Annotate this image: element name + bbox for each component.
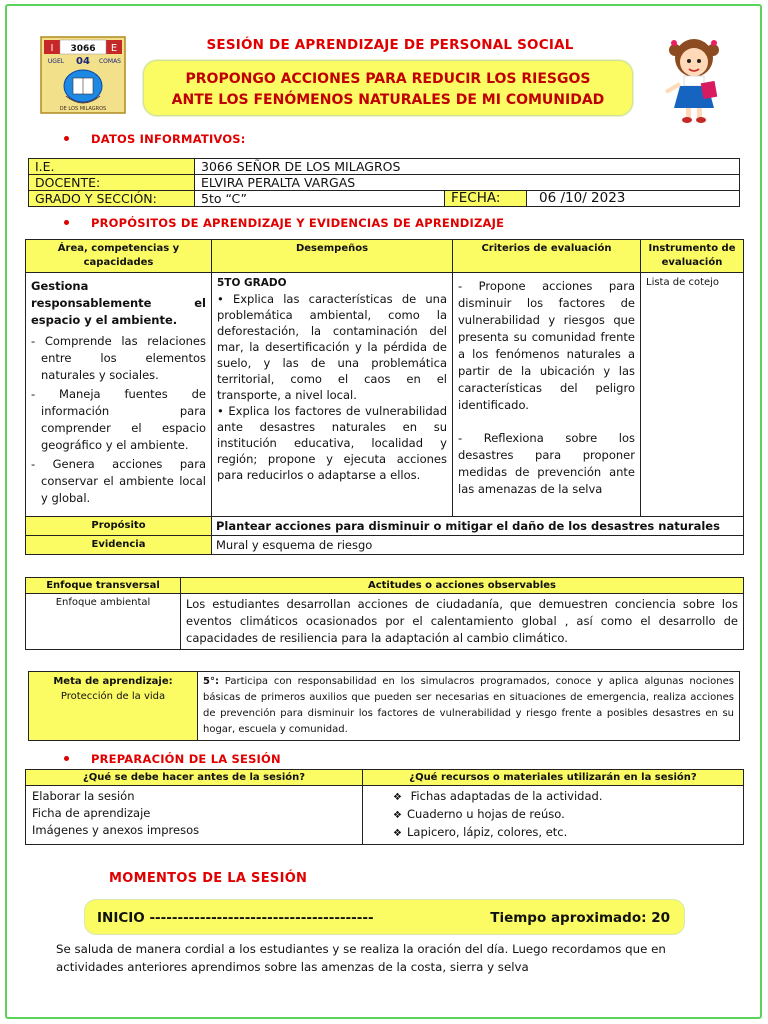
competencia-title: Gestiona responsablemente el espacio y el ambiente. [31,279,206,327]
bullet-icon [64,220,69,225]
meta-table [28,671,740,741]
subtitle-line-2: ANTE LOS FENÓMENOS NATURALES DE MI COMUNIDAD [171,92,605,108]
competencias-cell [26,273,212,517]
diamond-bullet-icon: ❖ [393,828,402,839]
evidencia-value: Mural y esquema de riesgo [212,536,744,555]
criterios-cell [453,273,641,517]
school-logo [40,36,126,114]
antes-item: Ficha de aprendizaje [32,806,151,820]
logo-letter-i: I [50,43,54,54]
instrumento-cell: Lista de cotejo [641,273,744,517]
proposito-label: Propósito [26,517,212,536]
girl-illustration [656,32,738,126]
inicio-banner [84,899,685,935]
section-preparacion-heading: PREPARACIÓN DE LA SESIÓN [64,752,281,766]
bullet-icon [64,136,69,141]
evidencia-label: Evidencia [26,536,212,555]
actitudes-value: Los estudiantes desarrollan acciones de ciudadanía, que demuestren conciencia sobre los eventos climáticos ocasionados por el calentamiento global , así como el desarrollo de capacidades de resiliencia para la adaptación al cambio climático. [181,594,744,650]
capacidad-item: - Comprende las relaciones entre los elementos naturales y sociales. [31,334,206,382]
propositos-table [25,239,744,555]
enfoque-table [25,577,744,650]
header-antes: ¿Qué se debe hacer antes de la sesión? [26,770,363,786]
criterio-item: - Propone acciones para disminuir los factores de vulnerabilidad y riesgos que presenta su comunidad frente a los fenómenos naturales a partir de la ubicación y las características del peligro identificado. [458,279,635,412]
header-criterios: Criterios de evaluación [453,240,641,273]
proposito-value: Plantear acciones para disminuir o mitigar el daño de los desastres naturales [212,517,744,536]
desempeno-item: • Explica las características de una problemática ambiental, como la deforestación, la contaminación del mar, la desertificación y la pérdida de suelo, y las de una problemática territorial, como el caos en el transporte, a nivel local. [217,292,447,402]
diamond-bullet-icon: ❖ [393,792,402,803]
page-title: SESIÓN DE APRENDIZAJE DE PERSONAL SOCIAL [206,37,574,53]
section-datos-heading: DATOS INFORMATIVOS: [64,132,246,146]
meta-label-cell [29,672,198,741]
ie-label: I.E. [29,159,195,175]
antes-item: Imágenes y anexos impresos [32,823,200,837]
diamond-bullet-icon: ❖ [393,810,402,821]
logo-arc-text: DE LOS MILAGROS [59,106,107,112]
header-enfoque: Enfoque transversal [26,578,181,594]
capacidad-item: - Genera acciones para conservar el ambiente local y global. [31,457,206,505]
logo-ugel: UGEL [47,58,65,65]
logo-district: COMAS [98,58,122,65]
logo-ugel-num: 04 [76,56,90,67]
desempenos-cell [212,273,453,517]
meta-label: Meta de aprendizaje: [53,676,173,687]
antes-cell [26,786,363,845]
grado-value: 5to “C” [195,191,445,207]
subtitle-line-1: PROPONGO ACCIONES PARA REDUCIR LOS RIESGOS [185,71,591,87]
header-desempenos: Desempeños [212,240,453,273]
recurso-item: ❖ Cuaderno u hojas de reúso. [393,806,737,824]
inicio-tiempo: Tiempo aproximado: 20 [490,910,670,926]
section-propositos-heading: PROPÓSITOS DE APRENDIZAJE Y EVIDENCIAS DE APRENDIZAJE [64,216,504,230]
meta-sublabel: Protección de la vida [60,691,166,702]
meta-text-cell [198,672,740,741]
session-subtitle [143,60,633,116]
header-instrumento: Instrumento de evaluación [641,240,744,273]
recurso-item: ❖ Fichas adaptadas de la actividad. [393,788,737,806]
recursos-cell [363,786,744,845]
fecha-value: 06 /10/ 2023 [527,191,740,207]
recurso-item: ❖ Lapicero, lápiz, colores, etc. [393,824,737,842]
docente-label: DOCENTE: [29,175,195,191]
antes-item: Elaborar la sesión [32,789,135,803]
preparacion-table [25,769,744,845]
docente-value: ELVIRA PERALTA VARGAS [195,175,740,191]
inicio-label: INICIO ---------------------------------------- [97,910,374,926]
criterio-item: - Reflexiona sobre los desastres para proponer medidas de prevención ante las amenazas de la selva [458,431,635,496]
fecha-label: FECHA: [445,191,527,207]
capacidad-item: - Maneja fuentes de información para comprender el espacio geográfico y el ambiente. [31,387,206,452]
header-recursos: ¿Qué recursos o materiales utilizarán en la sesión? [363,770,744,786]
logo-letter-e: E [110,43,118,54]
desempeno-item: • Explica los factores de vulnerabilidad ante desastres naturales en su institución educativa, localidad y región; propone y ejecuta acciones para reducirlos o adaptarse a ellos. [217,404,447,482]
ie-value: 3066 SEÑOR DE LOS MILAGROS [195,159,740,175]
header-actitudes: Actitudes o acciones observables [181,578,744,594]
meta-text: Participa con responsabilidad en los simulacros programados, conoce y aplica algunas nociones básicas de primeros auxilios que pueden ser necesarias en situaciones de emergencia, realiza acciones de prevención para disminuir los factores de vulnerabilidad y riesgo frente a posibles desastres en su hogar, escuela y comunidad. [203,676,734,735]
info-table [28,158,740,207]
inicio-paragraph: Se saluda de manera cordial a los estudiantes y se realiza la oración del día. Luego recordamos que en actividades anteriores aprendimos sobre las amenzas de la costa, sierra y selva [56,942,666,974]
meta-grade: 5°: [203,676,219,687]
logo-number: 3066 [70,44,96,54]
enfoque-value: Enfoque ambiental [26,594,181,650]
bullet-icon [64,756,69,761]
grade-label: 5TO GRADO [217,277,287,289]
grado-label: GRADO Y SECCIÓN: [29,191,195,207]
section-momentos-heading: MOMENTOS DE LA SESIÓN [109,871,308,886]
header-area: Área, competencias y capacidades [26,240,212,273]
